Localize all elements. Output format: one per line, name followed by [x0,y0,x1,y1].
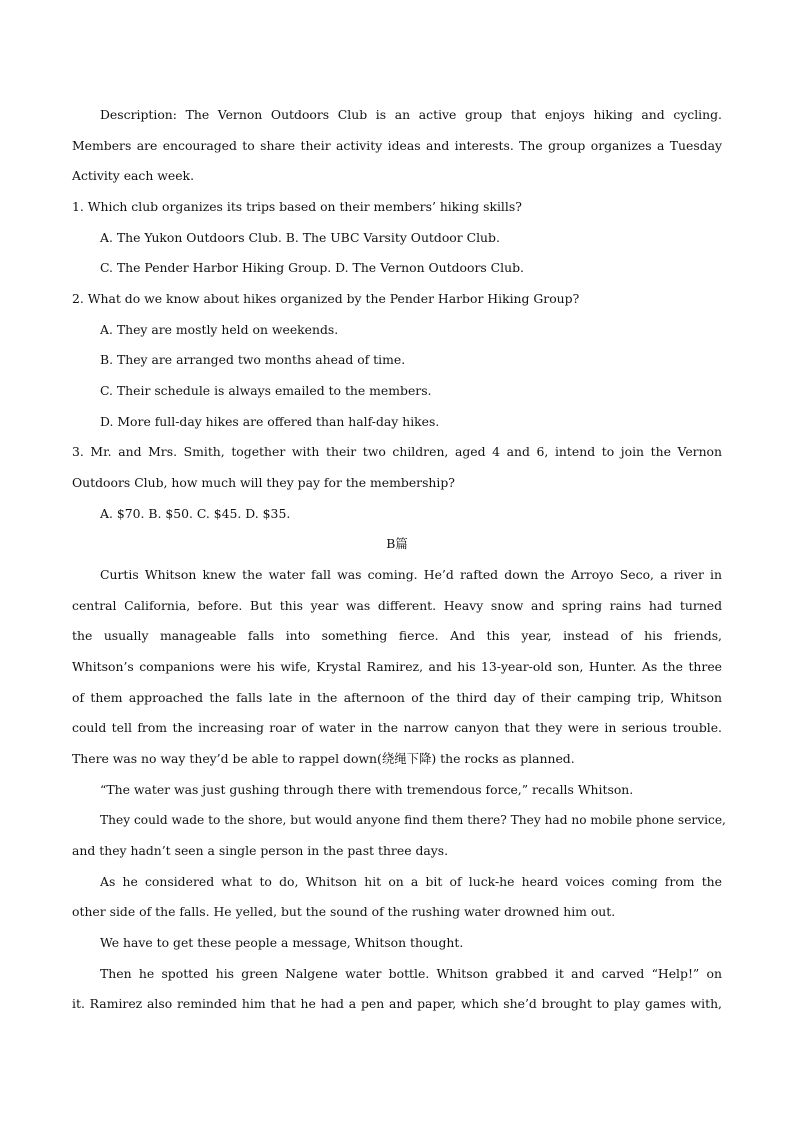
question-1-options-ab: A. The Yukon Outdoors Club. B. The UBC Varsity Outdoor Club. [100,230,500,245]
passage-line-4: Whitson’s companions were his wife, Krystal Ramirez, and his 13-year-old son, Hunter. As the three [72,659,722,674]
passage-line-10: and they hadn’t seen a single person in the past three days. [72,843,449,858]
passage-line-13: We have to get these people a message, Whitson thought. [100,935,464,950]
passage-line-7: There was no way they’d be able to rappel down(绕绳下降) the rocks as planned. [72,751,575,766]
section-b-heading: B篇 [386,536,408,551]
passage-line-12: other side of the falls. He yelled, but the sound of the rushing water drowned him out. [72,904,616,919]
passage-line-9: They could wade to the shore, but would anyone find them there? They had no mobile phone service, [100,813,726,827]
question-3-stem-line-2: Outdoors Club, how much will they pay for the membership? [72,475,455,490]
passage-line-6: could tell from the increasing roar of water in the narrow canyon that they were in serious trouble. [72,720,722,735]
passage-line-2: central California, before. But this year was different. Heavy snow and spring rains had turned [72,598,722,613]
question-2-stem: 2. What do we know about hikes organized by the Pender Harbor Hiking Group? [72,291,580,306]
question-1-stem: 1. Which club organizes its trips based on their members’ hiking skills? [72,199,522,214]
question-2-option-d: D. More full-day hikes are offered than half-day hikes. [100,414,440,429]
passage-line-8: “The water was just gushing through there with tremendous force,” recalls Whitson. [100,782,634,797]
question-2-option-a: A. They are mostly held on weekends. [100,322,339,337]
question-2-option-c: C. Their schedule is always emailed to the members. [100,383,432,398]
description-line-3: Activity each week. [72,168,195,183]
question-3-options: A. $70. B. $50. C. $45. D. $35. [100,506,291,521]
description-line-1: Description: The Vernon Outdoors Club is an active group that enjoys hiking and cycling. [100,107,722,122]
question-3-stem-line-1: 3. Mr. and Mrs. Smith, together with their two children, aged 4 and 6, intend to join the Vernon [72,444,722,459]
passage-line-5: of them approached the falls late in the afternoon of the third day of their camping trip, Whitson [72,690,722,705]
description-line-2: Members are encouraged to share their activity ideas and interests. The group organizes a Tuesday [72,138,722,153]
passage-line-15: it. Ramirez also reminded him that he had a pen and paper, which she’d brought to play games with, [72,996,722,1011]
passage-line-3: the usually manageable falls into something fierce. And this year, instead of his friends, [72,628,722,643]
passage-line-14: Then he spotted his green Nalgene water bottle. Whitson grabbed it and carved “Help!” on [100,966,722,981]
question-1-options-cd: C. The Pender Harbor Hiking Group. D. The Vernon Outdoors Club. [100,260,524,275]
question-2-option-b: B. They are arranged two months ahead of time. [100,352,406,367]
passage-line-11: As he considered what to do, Whitson hit on a bit of luck-he heard voices coming from the [100,874,722,889]
passage-line-1: Curtis Whitson knew the water fall was coming. He’d rafted down the Arroyo Seco, a river in [100,567,722,582]
